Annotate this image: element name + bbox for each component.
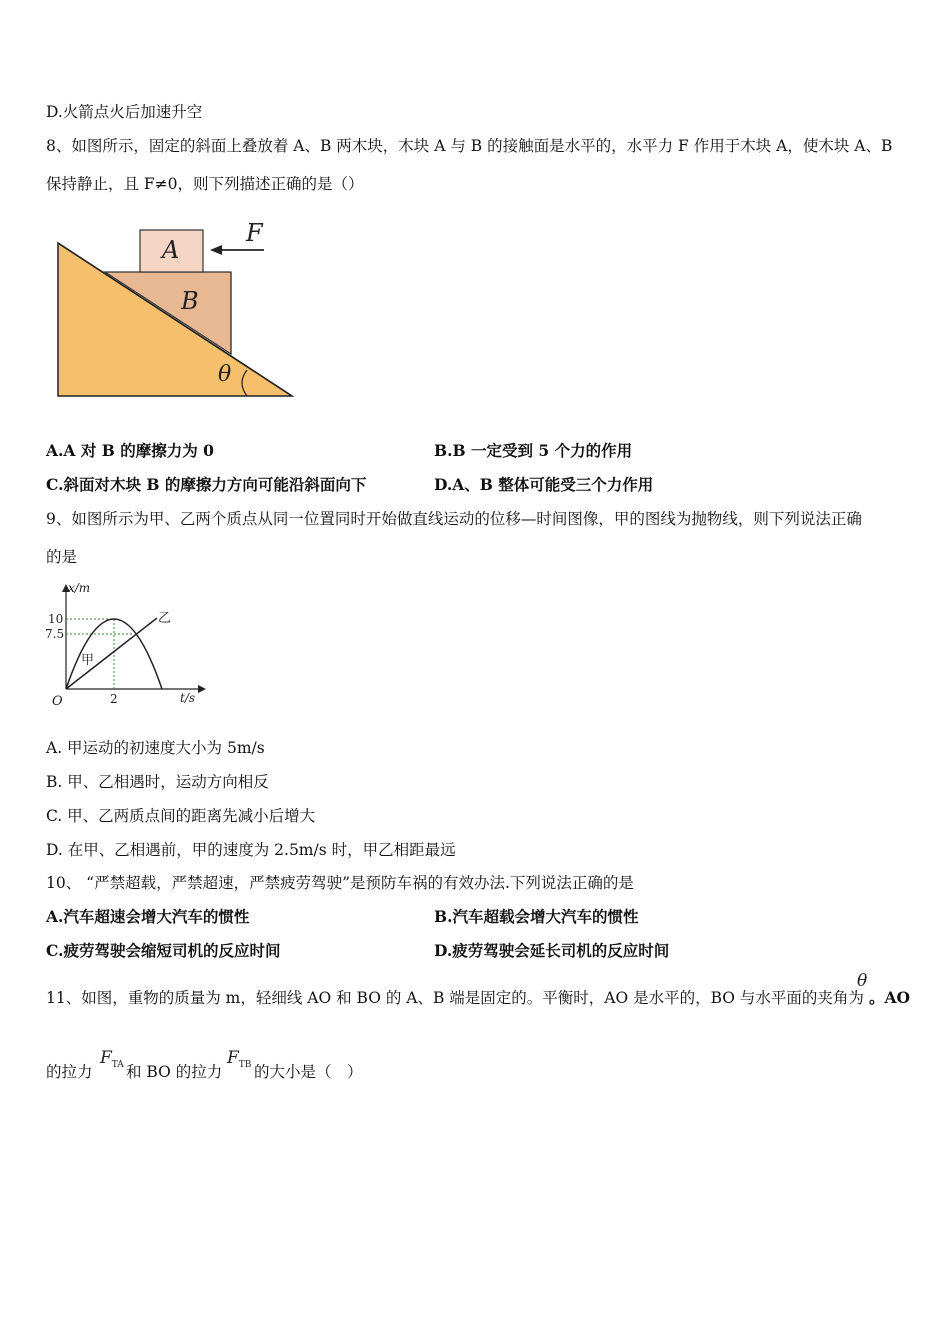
label-block-a: A bbox=[162, 236, 180, 264]
q11-stem-line1: 11、如图，重物的质量为 m，轻细线 AO 和 BO 的 A、B 端是固定的。平衡时，AO 是水平的，BO 与水平面的夹角为 bbox=[46, 989, 864, 1007]
y-axis-label: x/m bbox=[68, 581, 91, 595]
origin-label: O bbox=[52, 694, 63, 709]
q8-option-d: D.A、B 整体可能受三个力作用 bbox=[434, 475, 654, 494]
q9-option-c: C. 甲、乙两质点间的距离先减小后增大 bbox=[46, 807, 316, 825]
q9-option-b: B. 甲、乙相遇时，运动方向相反 bbox=[46, 773, 269, 791]
q9-stem-line2: 的是 bbox=[46, 548, 78, 566]
q10-option-a: A.汽车超速会增大汽车的惯性 bbox=[46, 907, 250, 926]
q8-option-a: A.A 对 B 的摩擦力为 0 bbox=[46, 441, 214, 460]
q11-f-ta: $F_{TA}$ bbox=[100, 1048, 124, 1070]
label-block-b: B bbox=[181, 287, 199, 315]
q9-option-a: A. 甲运动的初速度大小为 5m/s bbox=[46, 739, 265, 757]
q11-stem-line2-b: 和 BO 的拉力 bbox=[126, 1063, 223, 1081]
q9-xt-graph bbox=[40, 578, 215, 708]
q11-stem-line2-c: 的大小是（ ） bbox=[254, 1063, 363, 1081]
q11-stem-line1-end: 。AO bbox=[869, 988, 911, 1007]
q9-option-d: D. 在甲、乙相遇前，甲的速度为 2.5m/s 时，甲乙相距最远 bbox=[46, 841, 456, 859]
label-theta: θ bbox=[218, 362, 232, 387]
series-jia-label: 甲 bbox=[81, 653, 95, 668]
tick-y-7-5: 7.5 bbox=[45, 627, 65, 641]
q10-option-b: B.汽车超载会增大汽车的惯性 bbox=[434, 907, 639, 926]
x-axis-label: t/s bbox=[180, 691, 196, 705]
q10-stem: 10、 “严禁超载，严禁超速，严禁疲劳驾驶”是预防车祸的有效办法.下列说法正确的是 bbox=[46, 874, 634, 892]
q10-option-c: C.疲劳驾驶会缩短司机的反应时间 bbox=[46, 941, 281, 960]
tick-y-10: 10 bbox=[48, 612, 64, 626]
series-yi-label: 乙 bbox=[158, 611, 172, 626]
q8-stem-line1: 8、如图所示，固定的斜面上叠放着 A、B 两木块，木块 A 与 B 的接触面是水平的，水平力 F 作用于木块 A，使木块 A、B bbox=[46, 137, 893, 155]
q9-stem-line1: 9、如图所示为甲、乙两个质点从同一位置同时开始做直线运动的位移—时间图像，甲的图线为抛物线，则下列说法正确 bbox=[46, 510, 862, 528]
q11-f-tb: $F_{TB}$ bbox=[227, 1048, 252, 1070]
label-force-f: F bbox=[246, 219, 263, 247]
q11-theta: θ bbox=[857, 971, 868, 991]
q8-option-c: C.斜面对木块 B 的摩擦力方向可能沿斜面向下 bbox=[46, 475, 367, 494]
q10-option-d: D.疲劳驾驶会延长司机的反应时间 bbox=[434, 941, 670, 960]
q11-stem-line2-a: 的拉力 bbox=[46, 1063, 93, 1081]
q7-option-d: D.火箭点火后加速升空 bbox=[46, 103, 203, 121]
tick-x-2: 2 bbox=[110, 692, 118, 706]
force-arrowhead bbox=[210, 245, 222, 255]
q8-option-b: B.B 一定受到 5 个力的作用 bbox=[434, 441, 633, 460]
q8-stem-line2: 保持静止，且 F≠0，则下列描述正确的是（） bbox=[46, 175, 364, 193]
